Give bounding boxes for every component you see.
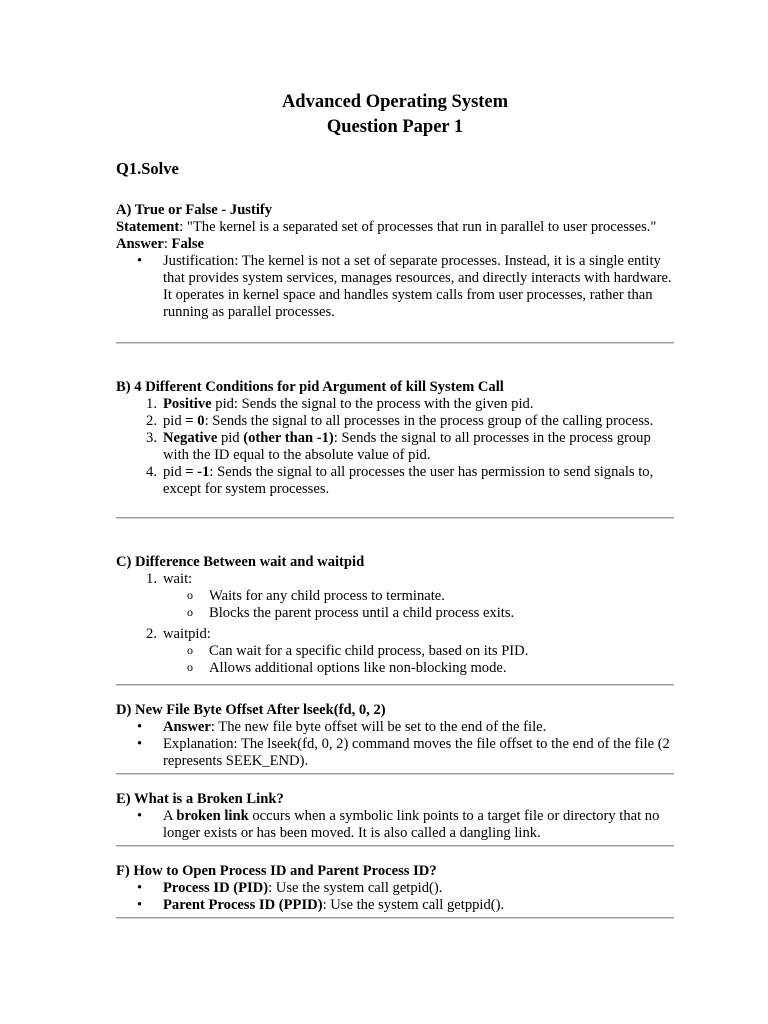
item-text: : Sends the signal to all processes in the process group of the calling process. <box>204 413 654 429</box>
bullet-marker: • <box>137 253 143 269</box>
question-heading: Q1.Solve <box>116 159 179 178</box>
section-divider <box>116 773 674 775</box>
sub-marker: o <box>187 643 193 657</box>
answer-value: False <box>171 236 204 252</box>
section-e <box>116 791 674 842</box>
item-text: : Sends the signal to all processes in the process group with the ID equal to the absolute value of pid. <box>163 430 651 463</box>
section-d-heading: D) New File Byte Offset After lseek(fd, 0, 2) <box>116 702 386 718</box>
bold-text: = 0 <box>185 413 205 429</box>
item-text: pid: Sends the signal to the process with the given pid. <box>211 396 534 412</box>
list-item <box>116 413 674 430</box>
statement-text: : "The kernel is a separated set of processes that run in parallel to user processes." <box>179 219 657 235</box>
bold-text: Negative <box>163 430 218 446</box>
sub-item-text: Blocks the parent process until a child process exits. <box>209 605 515 621</box>
section-divider <box>116 845 674 847</box>
section-a-heading: A) True or False - Justify <box>116 202 273 218</box>
sub-list-item <box>116 643 674 660</box>
bold-text: Positive <box>163 396 212 412</box>
sub-item-text: Waits for any child process to terminate. <box>209 588 445 604</box>
sub-list-item <box>116 588 674 605</box>
item-label: waitpid: <box>163 626 211 642</box>
bold-text: Parent Process ID (PPID) <box>163 897 323 913</box>
statement-label: Statement <box>116 219 180 235</box>
list-number: 2. <box>146 413 157 429</box>
justification-text: Justification: The kernel is not a set of separate processes. Instead, it is a single entity that provides system services, manages resources, and directly interacts with hardware. It operates in kernel space and handles system calls from user processes, rather than running as parallel processes. <box>163 253 672 320</box>
section-a <box>116 202 674 321</box>
list-number: 2. <box>146 626 157 642</box>
list-item <box>116 626 674 643</box>
answer <box>116 236 674 253</box>
section-f-heading: F) How to Open Process ID and Parent Process ID? <box>116 863 437 879</box>
list-number: 3. <box>146 430 157 446</box>
sub-marker: o <box>187 660 193 674</box>
list-item <box>116 897 674 914</box>
answer-text: : The new file byte offset will be set to the end of the file. <box>210 719 547 735</box>
list-item <box>116 880 674 897</box>
bullet-marker: • <box>137 719 143 735</box>
list-item <box>116 396 674 413</box>
waitpid-list <box>116 626 674 643</box>
item-text: : Sends the signal to all processes the user has permission to send signals to, except for system processes. <box>163 464 654 497</box>
section-c <box>116 554 674 677</box>
section-d <box>116 702 674 770</box>
list-item <box>116 736 674 770</box>
bullet-marker: • <box>137 808 143 824</box>
bold-text: = -1 <box>185 464 210 480</box>
wait-list <box>116 571 674 588</box>
bold-text: (other than -1) <box>243 430 334 446</box>
lseek-list <box>116 719 674 770</box>
sub-item-text: Allows additional options like non-blocking mode. <box>209 660 507 676</box>
sub-list-item <box>116 660 674 677</box>
list-item <box>116 464 674 498</box>
statement <box>116 219 674 236</box>
pid-list <box>116 880 674 914</box>
section-b-heading: B) 4 Different Conditions for pid Argument of kill System Call <box>116 379 504 395</box>
bold-text: Process ID (PID) <box>163 880 269 896</box>
sub-list <box>116 643 674 677</box>
justification-list <box>116 253 674 321</box>
conditions-list <box>116 396 674 498</box>
item-label: wait: <box>163 571 193 587</box>
item-text: pid <box>163 464 186 480</box>
sub-list-item <box>116 605 674 622</box>
sub-item-text: Can wait for a specific child process, based on its PID. <box>209 643 529 659</box>
bullet-marker: • <box>137 880 143 896</box>
item-text: : Use the system call getppid(). <box>322 897 505 913</box>
item-text: pid <box>163 413 186 429</box>
item-text: : Use the system call getpid(). <box>268 880 443 896</box>
answer-label: Answer <box>116 236 164 252</box>
list-item <box>116 571 674 588</box>
section-divider <box>116 342 674 344</box>
explanation-text: Explanation: The lseek(fd, 0, 2) command moves the file offset to the end of the file (2 represents SEEK_END). <box>163 736 670 769</box>
section-f <box>116 863 674 914</box>
section-e-heading: E) What is a Broken Link? <box>116 791 284 807</box>
bullet-marker: • <box>137 897 143 913</box>
item-text: A <box>163 808 177 824</box>
sub-list <box>116 588 674 622</box>
sub-marker: o <box>187 605 193 619</box>
item-text: pid <box>217 430 244 446</box>
item-text: occurs when a symbolic link points to a target file or directory that no longer exists or has been moved. It is also called a dangling link. <box>163 808 660 841</box>
answer-label: Answer <box>163 719 211 735</box>
bold-text: broken link <box>176 808 249 824</box>
answer-sep: : <box>163 236 172 252</box>
title-line-1: Advanced Operating System <box>281 92 509 112</box>
list-number: 1. <box>146 571 157 587</box>
bullet-marker: • <box>137 736 143 752</box>
title-line-2: Question Paper 1 <box>326 117 464 137</box>
list-item <box>116 719 674 736</box>
list-item <box>116 808 674 842</box>
section-c-heading: C) Difference Between wait and waitpid <box>116 554 365 570</box>
section-divider <box>116 917 674 919</box>
sub-marker: o <box>187 588 193 602</box>
list-item <box>116 430 674 464</box>
broken-link-list <box>116 808 674 842</box>
section-divider <box>116 684 674 686</box>
list-item <box>116 253 674 321</box>
section-divider <box>116 517 674 519</box>
list-number: 1. <box>146 396 157 412</box>
section-b <box>116 379 674 498</box>
list-number: 4. <box>146 464 157 480</box>
page-title <box>116 90 674 140</box>
